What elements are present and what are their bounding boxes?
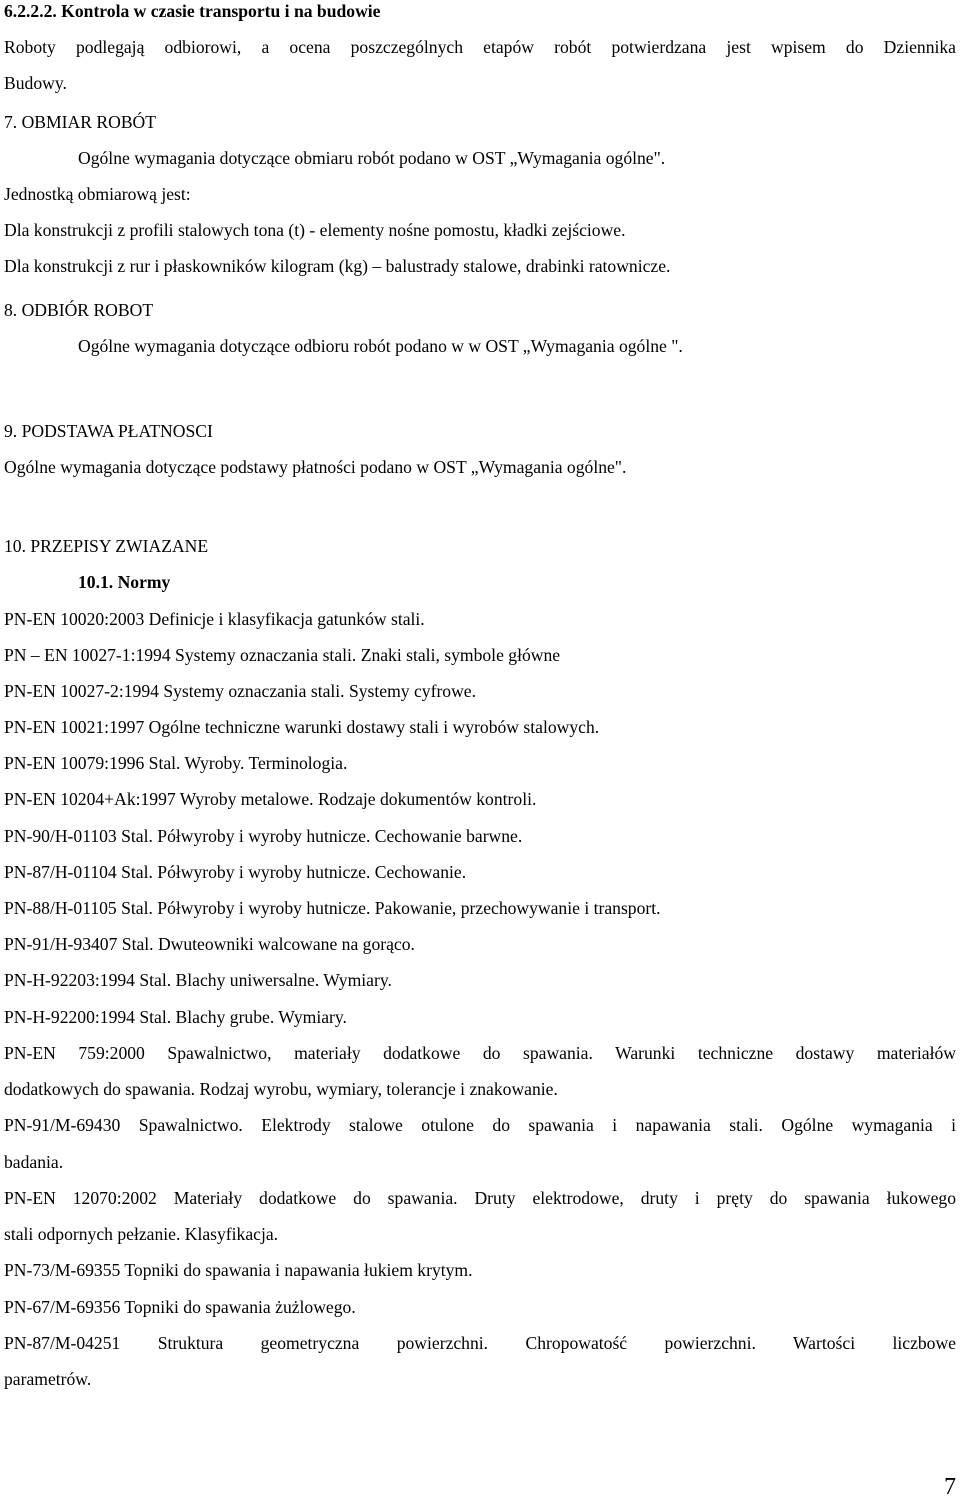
norm-line: PN-87/M-04251 Struktura geometryczna powierzchni. Chropowatość powierzchni. Wartości liczbowe <box>4 1333 956 1353</box>
section-heading-7: 7. OBMIAR ROBÓT <box>4 112 157 132</box>
norm-line: PN-87/H-01104 Stal. Półwyroby i wyroby hutnicze. Cechowanie. <box>4 862 467 882</box>
section-heading-9: 9. PODSTAWA PŁATNOSCI <box>4 421 213 441</box>
norm-line: PN-EN 10020:2003 Definicje i klasyfikacja gatunków stali. <box>4 609 425 629</box>
section-heading-10: 10. PRZEPISY ZWIAZANE <box>4 536 209 556</box>
norm-line: badania. <box>4 1152 64 1172</box>
paragraph-line: Ogólne wymagania dotyczące podstawy płatności podano w OST „Wymagania ogólne". <box>4 457 627 477</box>
norm-line: PN-EN 10021:1997 Ogólne techniczne warunki dostawy stali i wyrobów stalowych. <box>4 717 600 737</box>
paragraph-line: Roboty podlegają odbiorowi, a ocena poszczególnych etapów robót potwierdzana jest wpisem do Dziennika <box>4 37 956 57</box>
paragraph-line: Budowy. <box>4 73 67 93</box>
subsection-heading-10-1: 10.1. Normy <box>78 572 171 592</box>
paragraph-line: Dla konstrukcji z rur i płaskowników kilogram (kg) – balustrady stalowe, drabinki ratownicze. <box>4 256 671 276</box>
norm-line: PN-91/M-69430 Spawalnictwo. Elektrody stalowe otulone do spawania i napawania stali. Ogólne wymagania i <box>4 1115 956 1135</box>
norm-line: parametrów. <box>4 1369 92 1389</box>
paragraph-line: Ogólne wymagania dotyczące obmiaru robót podano w OST „Wymagania ogólne". <box>78 148 666 168</box>
norm-line: PN-90/H-01103 Stal. Półwyroby i wyroby hutnicze. Cechowanie barwne. <box>4 826 523 846</box>
norm-line: PN – EN 10027-1:1994 Systemy oznaczania stali. Znaki stali, symbole główne <box>4 645 561 665</box>
norm-line: PN-73/M-69355 Topniki do spawania i napawania łukiem krytym. <box>4 1260 473 1280</box>
norm-line: dodatkowych do spawania. Rodzaj wyrobu, wymiary, tolerancje i znakowanie. <box>4 1079 558 1099</box>
section-heading-8: 8. ODBIÓR ROBOT <box>4 300 154 320</box>
norm-line: PN-67/M-69356 Topniki do spawania żużlowego. <box>4 1297 356 1317</box>
norm-line: PN-H-92200:1994 Stal. Blachy grube. Wymiary. <box>4 1007 347 1027</box>
paragraph-line: Jednostką obmiarową jest: <box>4 184 191 204</box>
norm-line: PN-EN 12070:2002 Materiały dodatkowe do spawania. Druty elektrodowe, druty i pręty do spawania łukowego <box>4 1188 956 1208</box>
norm-line: PN-EN 10204+Ak:1997 Wyroby metalowe. Rodzaje dokumentów kontroli. <box>4 789 537 809</box>
norm-line: PN-H-92203:1994 Stal. Blachy uniwersalne. Wymiary. <box>4 970 392 990</box>
norm-line: PN-88/H-01105 Stal. Półwyroby i wyroby hutnicze. Pakowanie, przechowywanie i transport. <box>4 898 661 918</box>
section-heading-6-2-2-2: 6.2.2.2. Kontrola w czasie transportu i na budowie <box>4 1 381 21</box>
page-number: 7 <box>944 1474 956 1500</box>
norm-line: PN-EN 10027-2:1994 Systemy oznaczania stali. Systemy cyfrowe. <box>4 681 477 701</box>
norm-line: PN-EN 10079:1996 Stal. Wyroby. Terminologia. <box>4 753 348 773</box>
norm-line: PN-EN 759:2000 Spawalnictwo, materiały dodatkowe do spawania. Warunki techniczne dostawy materiałów <box>4 1043 956 1063</box>
norm-line: stali odpornych pełzanie. Klasyfikacja. <box>4 1224 279 1244</box>
norm-line: PN-91/H-93407 Stal. Dwuteowniki walcowane na gorąco. <box>4 934 415 954</box>
paragraph-line: Dla konstrukcji z profili stalowych tona (t) - elementy nośne pomostu, kładki zejściowe. <box>4 220 626 240</box>
paragraph-line: Ogólne wymagania dotyczące odbioru robót podano w w OST „Wymagania ogólne ". <box>78 336 683 356</box>
